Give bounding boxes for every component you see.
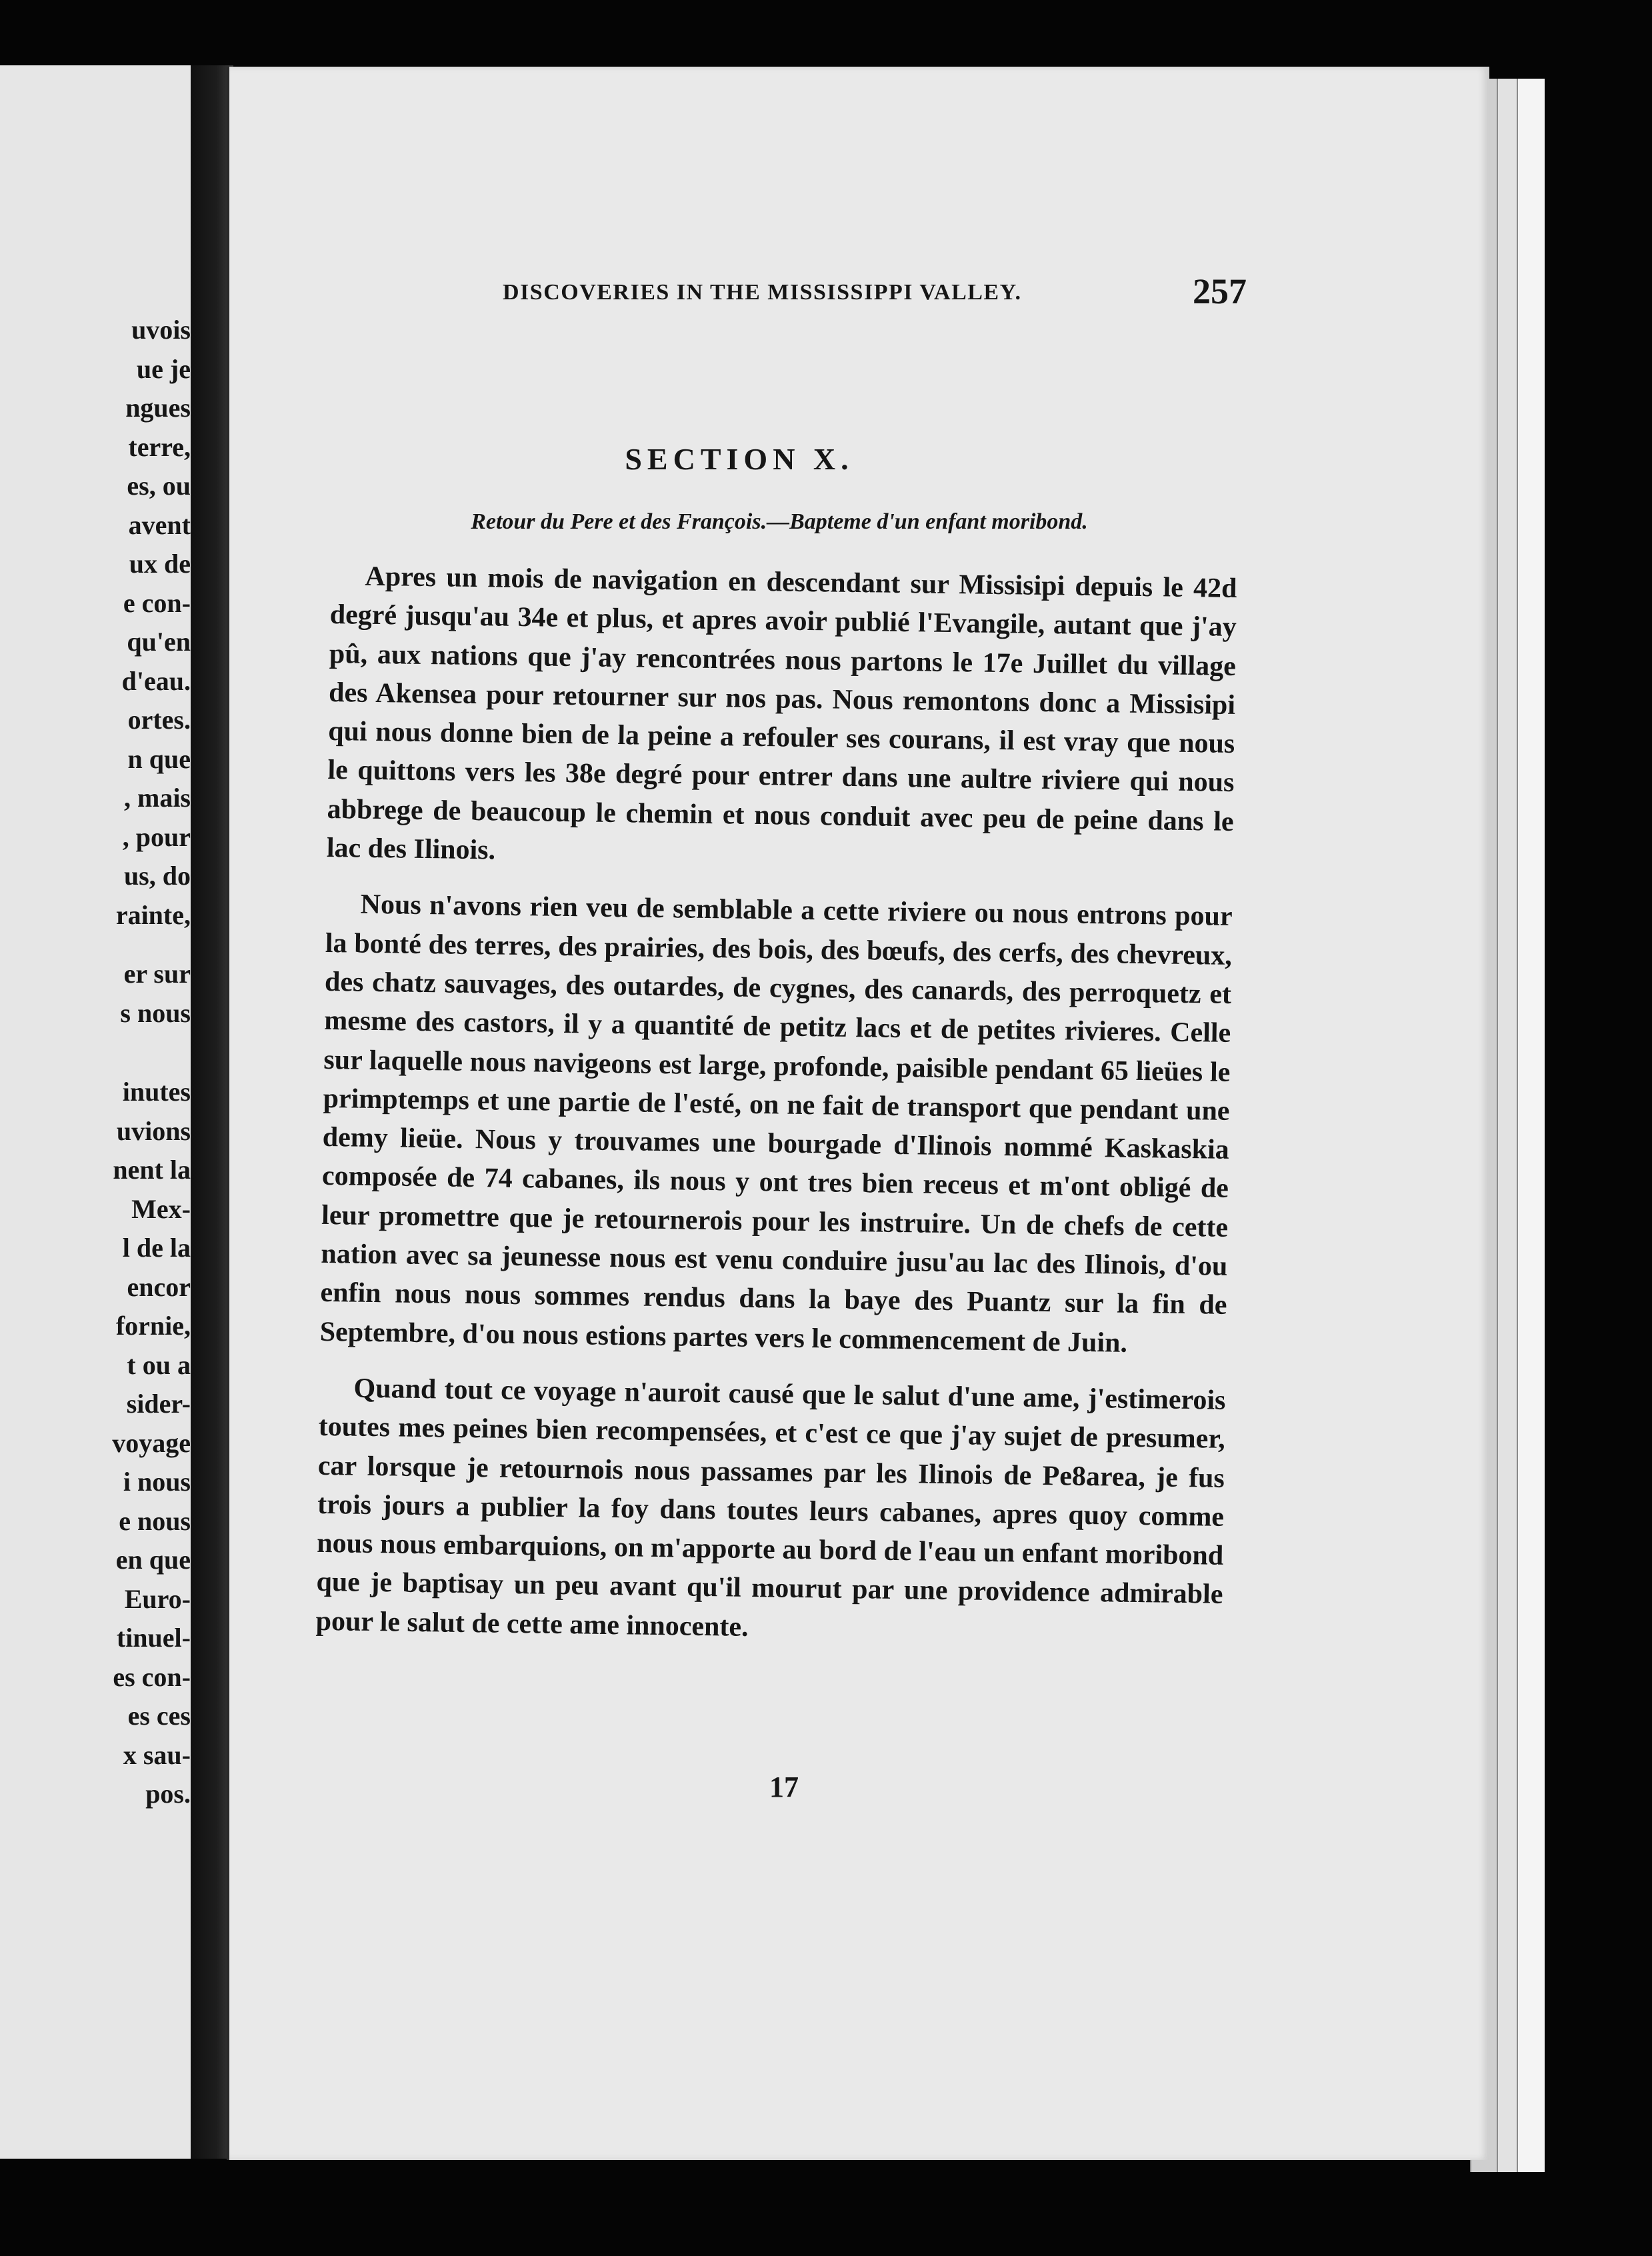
section-subtitle: Retour du Pere et des François.—Bapteme d'un enfant moribond. (471, 509, 1088, 534)
left-page-line: us, do (123, 861, 191, 891)
left-page-line: ue je (136, 353, 191, 384)
running-title: DISCOVERIES IN THE MISSISSIPPI VALLEY. (503, 280, 1022, 305)
left-page-line: es ces (127, 1701, 191, 1731)
left-page-line: ortes. (127, 705, 191, 735)
left-page-line: ngues (125, 393, 191, 423)
left-page-line: er sur (123, 959, 191, 989)
left-page-line: sider- (126, 1389, 191, 1419)
left-page-line: ux de (129, 549, 191, 579)
left-page-line: avent (128, 509, 191, 540)
left-page-line: terre, (128, 431, 191, 462)
left-page-line: d'eau. (121, 665, 191, 696)
left-page-line: en que (115, 1545, 191, 1575)
page-number: 257 (1193, 271, 1247, 311)
left-page-line (0, 1033, 191, 1053)
left-page-line: e con- (123, 587, 191, 618)
left-page-line: encor (127, 1271, 191, 1302)
main-page (227, 67, 1489, 2160)
left-page-line: Euro- (124, 1583, 191, 1614)
left-page-line: inutes (122, 1077, 191, 1107)
left-page-line: i nous (123, 1467, 191, 1497)
page-stack-edge (1517, 79, 1545, 2172)
body-text (315, 557, 1237, 1671)
left-page-text-fragments (0, 311, 191, 1814)
left-facing-page (0, 65, 191, 2159)
left-page-line: fornie, (115, 1311, 191, 1341)
left-page-line: l de la (122, 1233, 191, 1263)
left-page-line: rainte, (115, 899, 191, 930)
left-page-line: uvois (131, 315, 191, 345)
left-page-line: x sau- (123, 1739, 191, 1770)
left-page-line: pos. (145, 1779, 191, 1809)
left-page-line: , pour (122, 821, 191, 852)
left-page-line: nent la (113, 1155, 191, 1185)
left-page-line: tinuel- (116, 1623, 191, 1653)
signature-mark: 17 (769, 1771, 799, 1803)
left-page-line: s nous (120, 997, 191, 1028)
page-stack-edge (1497, 79, 1518, 2172)
left-page-line (0, 935, 191, 955)
section-heading: SECTION X. (625, 442, 854, 476)
left-page-line: uvions (116, 1115, 191, 1146)
left-page-line (0, 1053, 191, 1073)
paragraph: Apres un mois de navigation en descendant sur Missisipi depuis le 42d degré jusqu'au 34e et plus, et apres avoir publié l'Evangile, autant que j'ay pû, aux nations que j'ay rencontrées nous partons le 17e Juillet du village des Akensea pour retourner sur nos pas. Nous remontons donc a Missisipi qui nous donne bien de la peine a refouler ses courans, il est vray que nous le quittons vers les 38e degré pour entrer dans une aultre riviere qui nous abbrege de beaucoup le chemin et nous conduit avec peu de peine dans le lac des Ilinois. (326, 561, 1237, 866)
left-page-line: , mais (124, 783, 191, 813)
left-page-line: Mex- (131, 1193, 191, 1224)
left-page-line: voyage (112, 1427, 191, 1458)
left-page-line: qu'en (127, 627, 191, 657)
paragraph: Quand tout ce voyage n'auroit causé que le salut d'une ame, j'estimerois toutes mes peines bien recompensées, et c'est ce que j'ay sujet de presumer, car lorsque je retournois nous passames par les Ilinois de Pe8area, je fus trois jours a publier la foy dans toutes leurs cabanes, apres quoy comme nous nous embarquions, on m'apporte au bord de l'eau un enfant moribond que je baptisay un peu avant qu'il mourut par une providence admirable pour le salut de cette ame innocente. (315, 1373, 1226, 1643)
left-page-line: t ou a (127, 1349, 191, 1380)
left-page-line: e nous (119, 1505, 191, 1536)
paragraph: Nous n'avons rien veu de semblable a cette riviere ou nous entrons pour la bonté des terres, des prairies, des bois, des bœufs, des cerfs, des chevreux, des chatz sauvages, des outardes, de cygnes, des canards, des perroquetz et mesme des castors, il y a quantité de petitz lacs et de petites rivieres. Celle sur laquelle nous navigeons est large, profonde, paisible pendant 65 lieües le primptemps et une partie de l'esté, on ne fait de transport que pendant une demy lieüe. Nous y trouvames une bourgade d'Ilinois nommé Kaskaskia composée de 74 cabanes, ils nous y ont tres bien receus et m'ont obligé de leur promettre que je retournerois pour les instruire. Un de chefs de cette nation avec sa jeunesse nous est venu conduire jusu'au lac des Ilinois, d'ou enfin nous nous sommes rendus dans la baye des Puantz sur la fin de Septembre, d'ou nous estions partes vers le commencement de Juin. (319, 889, 1233, 1359)
left-page-line: es, ou (127, 471, 191, 501)
left-page-line: es con- (113, 1661, 191, 1692)
running-head (229, 271, 1489, 317)
left-page-line: n que (127, 743, 191, 774)
